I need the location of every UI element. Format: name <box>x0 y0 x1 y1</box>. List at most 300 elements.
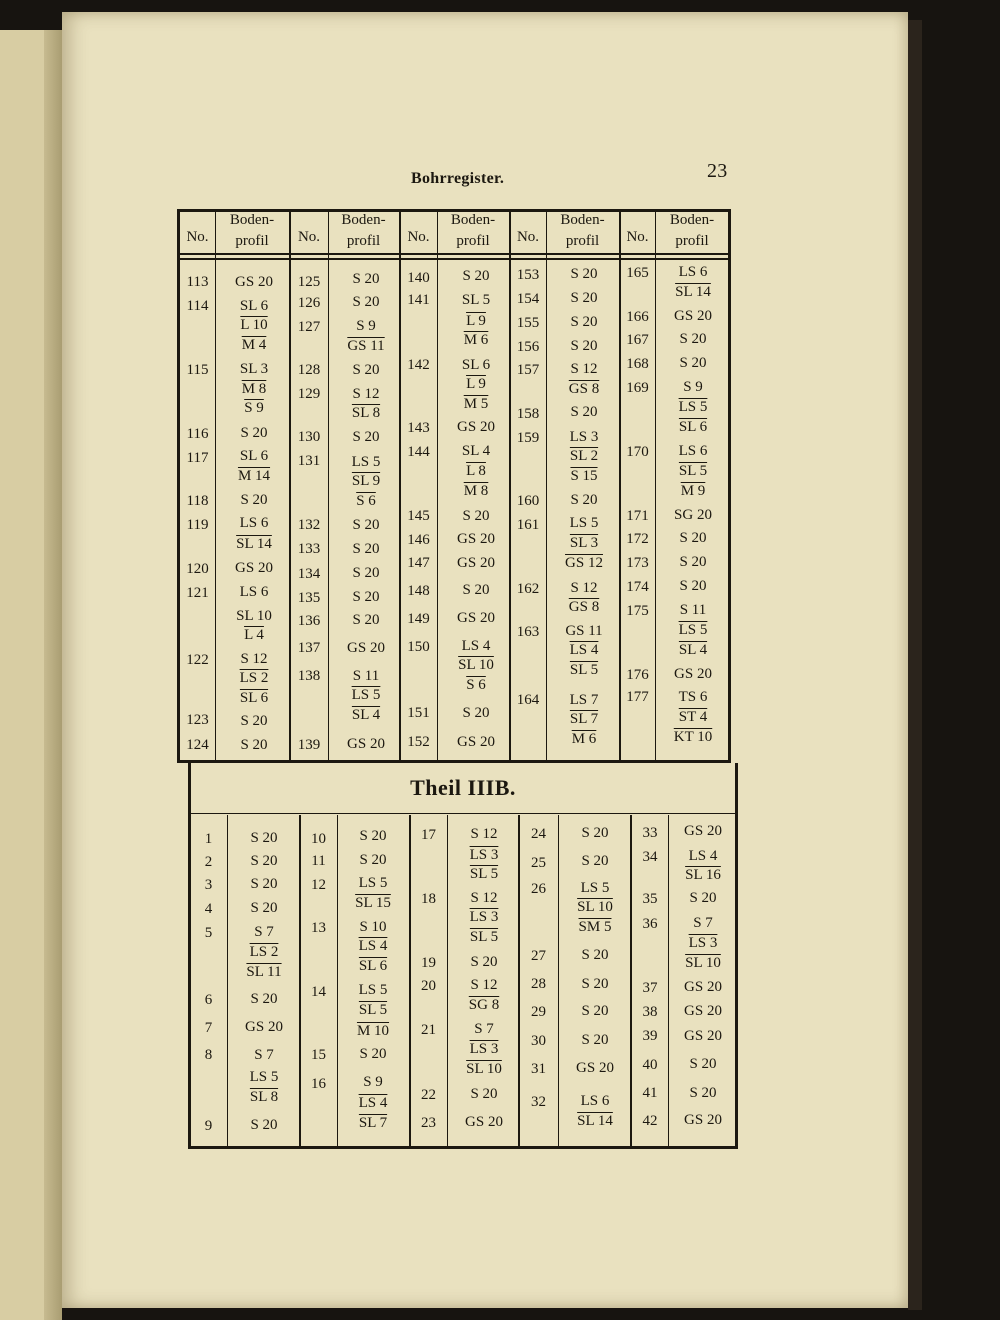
upper-soil-profile: SL 4 <box>461 443 491 459</box>
upper-soil-profile: M 14 <box>237 468 271 484</box>
upper-soil-profile: S 20 <box>240 737 268 753</box>
upper-boring-number: 177 <box>626 689 649 705</box>
upper-soil-profile: S 15 <box>570 468 598 484</box>
upper-soil-profile: SL 5 <box>569 662 599 678</box>
upper-soil-profile: SL 3 <box>239 361 269 377</box>
upper-soil-profile: GS 20 <box>235 274 273 290</box>
lower-boring-number: 22 <box>421 1087 436 1103</box>
upper-soil-profile: S 20 <box>240 713 268 729</box>
upper-boring-number: 125 <box>297 274 321 290</box>
upper-soil-profile: GS 20 <box>457 531 495 547</box>
upper-soil-profile: S 20 <box>352 612 380 628</box>
upper-soil-profile: S 20 <box>679 578 707 594</box>
upper-boring-number: 124 <box>186 737 209 753</box>
upper-boring-number: 161 <box>516 517 540 533</box>
upper-soil-profile: M 4 <box>241 337 267 353</box>
upper-soil-profile: S 20 <box>352 589 380 605</box>
upper-soil-profile: SL 10 <box>458 657 494 673</box>
lower-boring-number: 40 <box>642 1057 658 1073</box>
upper-soil-profile: GS 20 <box>347 736 385 752</box>
column-header-no: No. <box>407 229 430 245</box>
lower-soil-profile: LS 6 <box>580 1093 610 1109</box>
upper-soil-profile: S 20 <box>570 404 598 420</box>
lower-soil-profile: S 20 <box>689 890 717 906</box>
lower-soil-profile: LS 3 <box>469 909 499 925</box>
upper-soil-profile: L 10 <box>240 317 268 333</box>
column-header-profil: profil <box>675 233 709 249</box>
upper-soil-profile: LS 7 <box>569 692 599 708</box>
upper-soil-profile: LS 3 <box>569 429 599 445</box>
upper-soil-profile: GS 20 <box>674 666 712 682</box>
upper-boring-number: 157 <box>516 362 540 378</box>
upper-boring-number: 119 <box>186 517 209 533</box>
upper-boring-number: 159 <box>516 430 540 446</box>
upper-boring-number: 140 <box>407 270 430 286</box>
upper-soil-profile: LS 2 <box>239 670 269 686</box>
column-header-profil: profil <box>235 233 269 249</box>
upper-soil-profile: LS 6 <box>239 515 269 531</box>
lower-soil-profile: LS 4 <box>688 848 718 864</box>
lower-soil-profile: GS 20 <box>684 1112 722 1128</box>
upper-soil-profile: LS 4 <box>461 638 491 654</box>
lower-soil-profile: SL 5 <box>469 866 499 882</box>
upper-soil-profile: S 20 <box>570 492 598 508</box>
upper-soil-profile: SL 5 <box>461 292 491 308</box>
upper-boring-number: 171 <box>626 508 649 524</box>
lower-boring-number: 34 <box>642 849 658 865</box>
lower-soil-profile: GS 20 <box>684 823 722 839</box>
upper-boring-number: 155 <box>516 315 540 331</box>
upper-soil-profile: S 12 <box>240 651 268 667</box>
lower-soil-profile: S 20 <box>581 976 609 992</box>
lower-soil-profile: S 20 <box>581 825 609 841</box>
upper-soil-profile: GS 20 <box>457 734 495 750</box>
column-header-profil: Boden- <box>450 212 496 228</box>
section-band <box>188 763 738 813</box>
no-column-divider <box>558 815 559 1147</box>
upper-boring-number: 144 <box>407 444 430 460</box>
lower-boring-number: 32 <box>531 1094 546 1110</box>
page-number: 23 <box>707 160 728 182</box>
lower-soil-profile: S 7 <box>693 915 713 931</box>
upper-soil-profile: S 20 <box>570 290 598 306</box>
upper-soil-profile: GS 20 <box>457 610 495 626</box>
upper-boring-number: 150 <box>407 639 430 655</box>
upper-boring-number: 149 <box>407 611 430 627</box>
upper-soil-profile: S 20 <box>679 554 707 570</box>
lower-boring-number: 42 <box>642 1113 658 1129</box>
upper-soil-profile: GS 11 <box>565 623 603 639</box>
upper-boring-number: 173 <box>626 555 649 571</box>
upper-boring-number: 152 <box>407 734 430 750</box>
upper-soil-profile: S 20 <box>462 508 490 524</box>
upper-soil-profile: LS 5 <box>678 399 708 415</box>
lower-soil-profile: S 9 <box>363 1074 383 1090</box>
lower-boring-number: 21 <box>421 1022 436 1038</box>
upper-soil-profile: LS 6 <box>678 264 708 280</box>
upper-soil-profile: LS 5 <box>351 454 381 470</box>
upper-boring-number: 151 <box>407 705 430 721</box>
upper-boring-number: 136 <box>297 613 321 629</box>
column-header-profil: profil <box>565 233 600 249</box>
lower-soil-profile: S 20 <box>359 1046 387 1062</box>
lower-soil-profile: LS 5 <box>249 1069 279 1085</box>
upper-boring-number: 146 <box>407 532 430 548</box>
upper-soil-profile: S 20 <box>352 429 380 445</box>
upper-soil-profile: SL 7 <box>569 711 599 727</box>
lower-soil-profile: SL 11 <box>246 964 282 980</box>
upper-boring-number: 170 <box>626 444 649 460</box>
lower-boring-number: 8 <box>204 1047 213 1063</box>
upper-boring-number: 118 <box>186 493 209 509</box>
upper-soil-profile: SL 6 <box>239 690 269 706</box>
upper-soil-profile: S 20 <box>462 705 490 721</box>
lower-boring-number: 37 <box>642 980 658 996</box>
upper-boring-number: 132 <box>297 517 321 533</box>
lower-boring-number: 39 <box>642 1028 658 1044</box>
lower-soil-profile: S 12 <box>470 890 498 906</box>
upper-soil-profile: L 4 <box>244 627 264 643</box>
upper-soil-profile: S 11 <box>352 668 380 684</box>
upper-soil-profile: L 9 <box>466 313 486 329</box>
upper-soil-profile: S 20 <box>352 541 380 557</box>
header-rule <box>177 253 731 255</box>
upper-soil-profile: SL 3 <box>569 535 599 551</box>
upper-boring-number: 175 <box>626 603 649 619</box>
lower-boring-number: 25 <box>531 855 546 871</box>
upper-soil-profile: GS 20 <box>674 308 712 324</box>
lower-boring-number: 20 <box>421 978 436 994</box>
upper-soil-profile: SL 4 <box>678 642 708 658</box>
lower-soil-profile: LS 2 <box>249 944 279 960</box>
upper-soil-profile: S 12 <box>352 386 380 402</box>
no-column-divider <box>437 209 438 760</box>
upper-soil-profile: S 20 <box>240 425 268 441</box>
lower-soil-profile: S 12 <box>470 826 498 842</box>
upper-soil-profile: LS 5 <box>351 687 381 703</box>
column-header-no: No. <box>516 229 540 245</box>
no-column-divider <box>215 209 216 760</box>
upper-soil-profile: S 20 <box>240 492 268 508</box>
upper-soil-profile: SL 5 <box>678 463 708 479</box>
upper-soil-profile: S 9 <box>356 318 376 334</box>
upper-soil-profile: LS 4 <box>569 642 599 658</box>
lower-soil-profile: SL 8 <box>249 1089 279 1105</box>
upper-boring-number: 121 <box>186 585 209 601</box>
lower-boring-number: 4 <box>204 901 213 917</box>
upper-boring-number: 162 <box>516 581 540 597</box>
lower-soil-profile: SL 5 <box>358 1002 388 1018</box>
upper-soil-profile: S 20 <box>462 582 490 598</box>
book-edge <box>908 20 922 1310</box>
no-column-divider <box>337 815 338 1147</box>
upper-boring-number: 123 <box>186 712 209 728</box>
upper-boring-number: 138 <box>297 668 321 684</box>
upper-soil-profile: M 6 <box>463 332 489 348</box>
lower-soil-profile: S 20 <box>689 1056 717 1072</box>
upper-boring-number: 169 <box>626 380 649 396</box>
lower-soil-profile: S 20 <box>250 853 278 869</box>
lower-boring-number: 3 <box>204 877 213 893</box>
upper-soil-profile: GS 20 <box>235 560 273 576</box>
lower-soil-profile: SL 15 <box>355 895 391 911</box>
upper-boring-number: 141 <box>407 292 430 308</box>
upper-boring-number: 174 <box>626 579 649 595</box>
upper-boring-number: 172 <box>626 531 649 547</box>
lower-soil-profile: LS 3 <box>469 847 499 863</box>
upper-boring-number: 166 <box>626 309 649 325</box>
lower-boring-number: 41 <box>642 1085 658 1101</box>
upper-soil-profile: SL 10 <box>236 608 272 624</box>
upper-boring-number: 116 <box>186 426 209 442</box>
lower-soil-profile: S 12 <box>470 977 498 993</box>
lower-soil-profile: LS 5 <box>358 982 388 998</box>
lower-soil-profile: LS 5 <box>580 880 610 896</box>
upper-soil-profile: L 9 <box>466 376 486 392</box>
lower-boring-number: 26 <box>531 881 546 897</box>
lower-soil-profile: SL 10 <box>577 899 613 915</box>
upper-boring-number: 142 <box>407 357 430 373</box>
lower-boring-number: 7 <box>204 1020 213 1036</box>
lower-boring-number: 18 <box>421 891 436 907</box>
lower-boring-number: 1 <box>204 831 213 847</box>
lower-soil-profile: SG 8 <box>468 997 500 1013</box>
lower-soil-profile: SL 16 <box>685 867 721 883</box>
lower-soil-profile: S 20 <box>250 1117 278 1133</box>
upper-soil-profile: GS 20 <box>347 640 385 656</box>
lower-boring-number: 38 <box>642 1004 658 1020</box>
upper-boring-number: 120 <box>186 561 209 577</box>
lower-soil-profile: SL 7 <box>358 1115 388 1131</box>
no-column-divider <box>655 209 656 760</box>
no-column-divider <box>328 209 329 760</box>
lower-boring-number: 28 <box>531 976 546 992</box>
upper-soil-profile: ЅT 4 <box>678 709 708 725</box>
upper-boring-number: 165 <box>626 265 649 281</box>
upper-boring-number: 122 <box>186 652 209 668</box>
upper-soil-profile: GS 20 <box>457 555 495 571</box>
upper-boring-number: 156 <box>516 339 540 355</box>
upper-soil-profile: GS 8 <box>568 599 600 615</box>
column-header-profil: profil <box>346 233 381 249</box>
upper-boring-number: 145 <box>407 508 430 524</box>
lower-boring-number: 11 <box>311 853 326 869</box>
upper-soil-profile: M 8 <box>241 381 267 397</box>
lower-soil-profile: S 20 <box>689 1085 717 1101</box>
upper-boring-number: 114 <box>186 298 209 314</box>
upper-soil-profile: S 20 <box>352 271 380 287</box>
lower-soil-profile: S 20 <box>581 1003 609 1019</box>
lower-boring-number: 36 <box>642 916 658 932</box>
lower-soil-profile: SM 5 <box>578 919 612 935</box>
lower-boring-number: 17 <box>421 827 436 843</box>
lower-boring-number: 9 <box>204 1118 213 1134</box>
upper-boring-number: 164 <box>516 692 540 708</box>
column-header-profil: Boden- <box>341 212 386 228</box>
upper-boring-number: 167 <box>626 332 649 348</box>
upper-soil-profile: LS 6 <box>239 584 269 600</box>
header-rule-2 <box>177 258 731 260</box>
upper-soil-profile: SL 14 <box>675 284 711 300</box>
no-column-divider <box>447 815 448 1147</box>
column-header-no: No. <box>626 229 649 245</box>
lower-boring-number: 27 <box>531 948 546 964</box>
upper-soil-profile: M 5 <box>463 396 489 412</box>
upper-boring-number: 131 <box>297 453 321 469</box>
upper-soil-profile: S 6 <box>356 493 376 509</box>
upper-boring-number: 160 <box>516 493 540 509</box>
upper-soil-profile: SG 20 <box>674 507 712 523</box>
upper-soil-profile: LS 5 <box>678 622 708 638</box>
lower-soil-profile: SL 14 <box>577 1113 613 1129</box>
upper-boring-number: 134 <box>297 566 321 582</box>
upper-boring-number: 168 <box>626 356 649 372</box>
upper-soil-profile: S 20 <box>570 266 598 282</box>
lower-boring-number: 13 <box>311 920 326 936</box>
upper-soil-profile: SL 9 <box>351 473 381 489</box>
lower-soil-profile: S 20 <box>470 1086 498 1102</box>
upper-boring-number: 128 <box>297 362 321 378</box>
lower-boring-number: 6 <box>204 992 213 1008</box>
lower-boring-number: 24 <box>531 826 546 842</box>
upper-boring-number: 130 <box>297 429 321 445</box>
upper-boring-number: 143 <box>407 420 430 436</box>
lower-boring-number: 33 <box>642 825 658 841</box>
upper-boring-number: 137 <box>297 640 321 656</box>
upper-boring-number: 133 <box>297 541 321 557</box>
lower-boring-number: 10 <box>311 831 326 847</box>
page-gutter <box>44 30 62 1320</box>
upper-soil-profile: M 9 <box>680 483 706 499</box>
upper-soil-profile: GS 8 <box>568 381 600 397</box>
lower-soil-profile: S 7 <box>474 1021 494 1037</box>
column-header-no: No. <box>297 229 321 245</box>
upper-soil-profile: SL 6 <box>239 298 269 314</box>
lower-soil-profile: S 7 <box>254 1047 274 1063</box>
no-column-divider <box>668 815 669 1147</box>
upper-soil-profile: M 8 <box>463 483 489 499</box>
lower-soil-profile: LS 3 <box>688 935 718 951</box>
upper-boring-number: 127 <box>297 319 321 335</box>
lower-soil-profile: S 20 <box>250 991 278 1007</box>
upper-soil-profile: S 11 <box>679 602 707 618</box>
lower-soil-profile: M 10 <box>356 1023 390 1039</box>
lower-boring-number: 35 <box>642 891 658 907</box>
lower-soil-profile: S 20 <box>581 853 609 869</box>
upper-boring-number: 115 <box>186 362 209 378</box>
lower-soil-profile: S 20 <box>470 954 498 970</box>
upper-boring-number: 176 <box>626 667 649 683</box>
upper-boring-number: 113 <box>186 274 209 290</box>
lower-boring-number: 30 <box>531 1033 546 1049</box>
upper-soil-profile: S 12 <box>570 580 598 596</box>
lower-soil-profile: S 20 <box>359 852 387 868</box>
upper-soil-profile: S 20 <box>679 331 707 347</box>
upper-boring-number: 153 <box>516 267 540 283</box>
upper-boring-number: 135 <box>297 590 321 606</box>
upper-soil-profile: SL 6 <box>461 357 491 373</box>
lower-soil-profile: GS 20 <box>245 1019 283 1035</box>
lower-boring-number: 14 <box>311 984 326 1000</box>
lower-boring-number: 29 <box>531 1004 546 1020</box>
lower-soil-profile: S 20 <box>359 828 387 844</box>
upper-soil-profile: LS 6 <box>678 443 708 459</box>
lower-boring-number: 16 <box>311 1076 326 1092</box>
upper-soil-profile: L 8 <box>466 463 486 479</box>
upper-soil-profile: TЅ 6 <box>678 689 708 705</box>
upper-soil-profile: SL 2 <box>569 448 599 464</box>
lower-soil-profile: GS 20 <box>576 1060 614 1076</box>
upper-soil-profile: S 20 <box>570 338 598 354</box>
lower-soil-profile: LS 5 <box>358 875 388 891</box>
lower-boring-number: 2 <box>204 854 213 870</box>
column-header-profil: Boden- <box>229 212 275 228</box>
upper-boring-number: 126 <box>297 295 321 311</box>
upper-boring-number: 147 <box>407 555 430 571</box>
upper-soil-profile: SL 6 <box>678 419 708 435</box>
column-header-no: No. <box>186 229 209 245</box>
upper-boring-number: 154 <box>516 291 540 307</box>
lower-soil-profile: SL 10 <box>685 955 721 971</box>
lower-soil-profile: S 7 <box>254 924 274 940</box>
upper-soil-profile: S 12 <box>570 361 598 377</box>
upper-soil-profile: S 20 <box>352 565 380 581</box>
lower-soil-profile: GS 20 <box>465 1114 503 1130</box>
upper-soil-profile: S 20 <box>570 314 598 330</box>
upper-soil-profile: LS 5 <box>569 515 599 531</box>
lower-soil-profile: GS 20 <box>684 1003 722 1019</box>
upper-soil-profile: M 6 <box>571 731 597 747</box>
no-column-divider <box>227 815 228 1147</box>
lower-soil-profile: S 20 <box>250 876 278 892</box>
column-header-profil: profil <box>456 233 490 249</box>
upper-soil-profile: S 9 <box>683 379 703 395</box>
lower-boring-number: 19 <box>421 955 436 971</box>
upper-boring-number: 158 <box>516 406 540 422</box>
upper-soil-profile: S 6 <box>466 677 486 693</box>
upper-soil-profile: GS 11 <box>347 338 385 354</box>
upper-boring-number: 139 <box>297 737 321 753</box>
upper-soil-profile: SL 6 <box>239 448 269 464</box>
lower-soil-profile: GS 20 <box>684 979 722 995</box>
lower-boring-number: 23 <box>421 1115 436 1131</box>
lower-boring-number: 15 <box>311 1047 326 1063</box>
lower-soil-profile: SL 6 <box>358 958 388 974</box>
lower-soil-profile: LS 4 <box>358 938 388 954</box>
upper-boring-number: 148 <box>407 583 430 599</box>
upper-soil-profile: GS 12 <box>565 555 603 571</box>
lower-boring-number: 5 <box>204 925 213 941</box>
lower-soil-profile: GS 20 <box>684 1028 722 1044</box>
running-head: Bohrregister. <box>411 170 505 187</box>
lower-soil-profile: S 10 <box>359 919 387 935</box>
upper-soil-profile: S 20 <box>679 355 707 371</box>
lower-soil-profile: S 20 <box>250 900 278 916</box>
upper-boring-number: 117 <box>186 450 209 466</box>
upper-boring-number: 163 <box>516 624 540 640</box>
column-header-profil: Boden- <box>560 212 605 228</box>
upper-soil-profile: GS 20 <box>457 419 495 435</box>
lower-soil-profile: S 20 <box>581 947 609 963</box>
upper-soil-profile: S 20 <box>679 530 707 546</box>
upper-soil-profile: KT 10 <box>673 729 713 745</box>
lower-soil-profile: S 20 <box>250 830 278 846</box>
lower-soil-profile: LS 4 <box>358 1095 388 1111</box>
lower-boring-number: 12 <box>311 877 326 893</box>
upper-soil-profile: S 20 <box>462 268 490 284</box>
lower-boring-number: 31 <box>531 1061 546 1077</box>
section-title: Theil IIIB. <box>410 775 516 800</box>
